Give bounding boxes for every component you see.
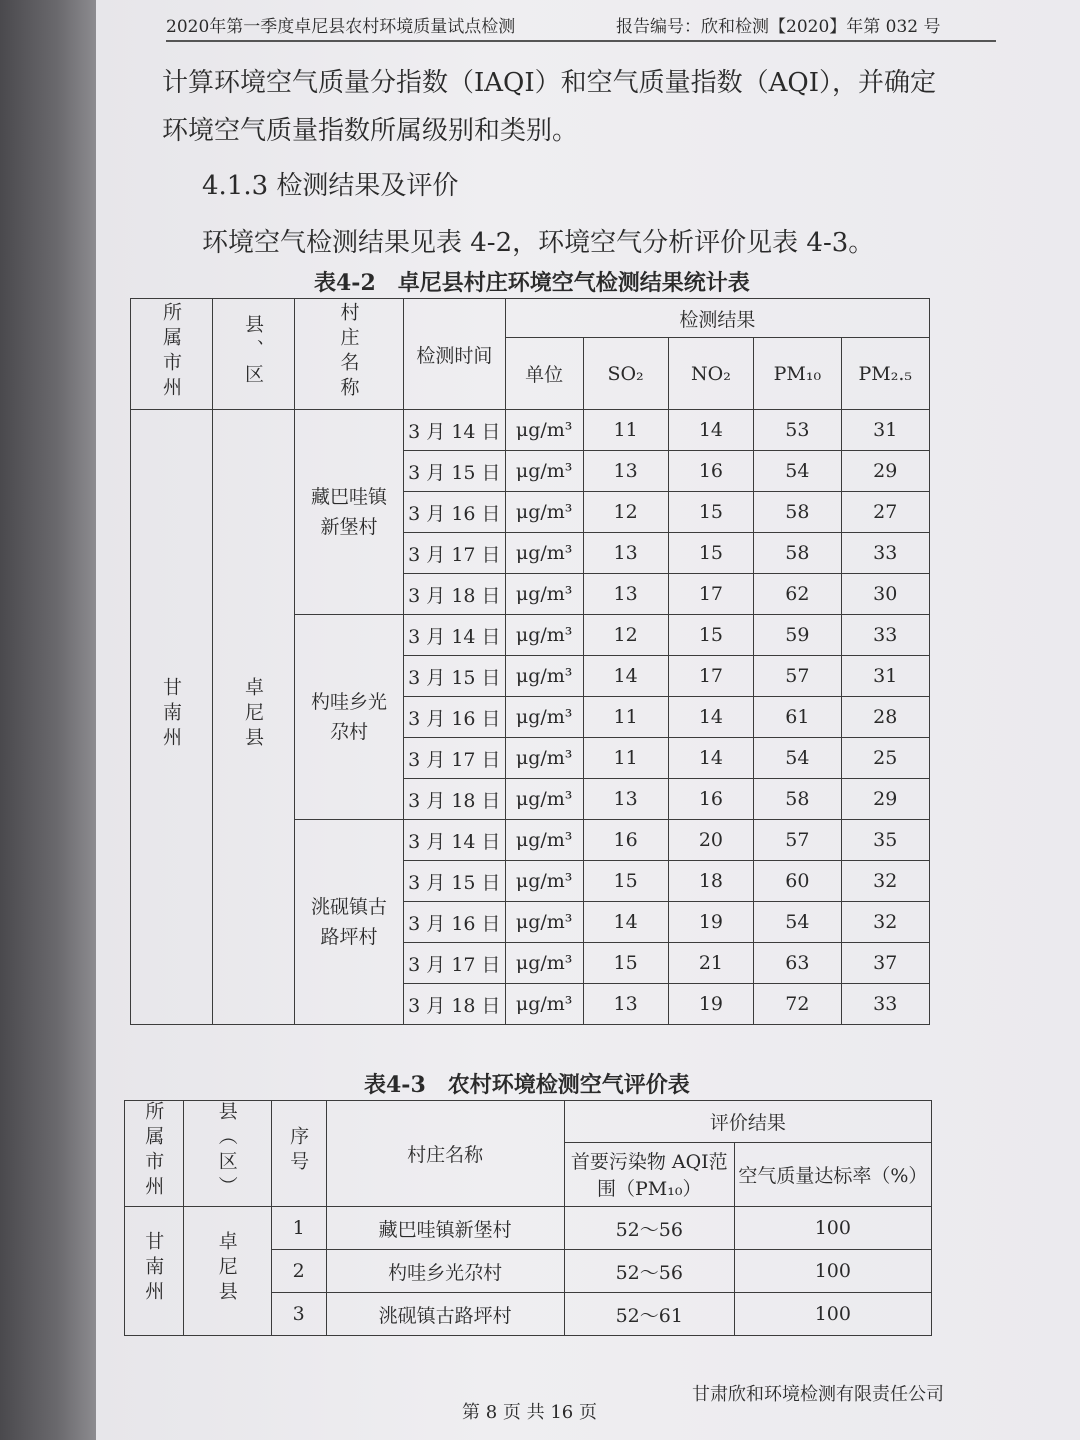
pm10-cell: 58 [754,533,841,574]
t43-seq-cell: 1 [271,1207,326,1250]
so2-cell: 13 [583,574,668,615]
document-page [96,0,1080,1440]
village-cell: 洮砚镇古路坪村 [295,820,404,1025]
t43-header-county: 县（区） [183,1101,271,1207]
page-number: 第 8 页 共 16 页 [462,1402,597,1423]
so2-cell: 16 [583,820,668,861]
date-cell: 3 月 14 日 [404,615,506,656]
pm10-cell: 61 [754,697,841,738]
date-cell: 3 月 15 日 [404,656,506,697]
so2-cell: 15 [583,943,668,984]
t43-header-city: 所属市州 [125,1101,184,1207]
pm25-cell: 35 [841,820,930,861]
so2-cell: 11 [583,697,668,738]
no2-cell: 21 [668,943,754,984]
header-time: 检测时间 [404,299,506,410]
pm25-cell: 32 [841,902,930,943]
unit-cell: μg/m³ [505,533,583,574]
pm10-cell: 63 [754,943,841,984]
header-results: 检测结果 [505,299,929,338]
pm10-cell: 72 [754,984,841,1025]
date-cell: 3 月 16 日 [404,902,506,943]
no2-cell: 14 [668,410,754,451]
no2-cell: 14 [668,697,754,738]
no2-cell: 15 [668,492,754,533]
no2-cell: 16 [668,451,754,492]
pm25-cell: 32 [841,861,930,902]
so2-cell: 14 [583,902,668,943]
no2-cell: 17 [668,656,754,697]
no2-cell: 20 [668,820,754,861]
pm25-cell: 27 [841,492,930,533]
pm10-cell: 54 [754,902,841,943]
pm10-cell: 53 [754,410,841,451]
header-city: 所属市州 [131,299,213,410]
so2-cell: 13 [583,984,668,1025]
date-cell: 3 月 18 日 [404,574,506,615]
pm10-cell: 58 [754,779,841,820]
pm25-cell: 31 [841,410,930,451]
so2-cell: 11 [583,410,668,451]
t43-header-rate: 空气质量达标率（%） [734,1142,931,1206]
t43-aqi-cell: 52～56 [564,1207,734,1250]
header-county: 县、区 [213,299,295,410]
unit-cell: μg/m³ [505,656,583,697]
pm10-cell: 62 [754,574,841,615]
table-row [125,1207,932,1250]
unit-cell: μg/m³ [505,779,583,820]
t43-county-cell: 卓尼县 [183,1207,271,1336]
date-cell: 3 月 18 日 [404,984,506,1025]
paragraph-table-reference: 环境空气检测结果见表 4-2，环境空气分析评价见表 4-3。 [202,228,875,258]
t43-city-cell: 甘南州 [125,1207,184,1336]
pm10-cell: 58 [754,492,841,533]
so2-cell: 12 [583,492,668,533]
pm25-cell: 33 [841,984,930,1025]
pm10-cell: 57 [754,820,841,861]
t43-village-cell: 杓哇乡光尕村 [326,1250,564,1293]
t43-village-cell: 洮砚镇古路坪村 [326,1293,564,1336]
pm25-cell: 37 [841,943,930,984]
no2-cell: 14 [668,738,754,779]
t43-seq-cell: 3 [271,1293,326,1336]
pm10-cell: 54 [754,451,841,492]
pm25-cell: 33 [841,533,930,574]
pm25-cell: 29 [841,451,930,492]
pm25-cell: 28 [841,697,930,738]
unit-cell: μg/m³ [505,943,583,984]
so2-cell: 14 [583,656,668,697]
so2-cell: 13 [583,451,668,492]
footer-company: 甘肃欣和环境检测有限责任公司 [692,1384,944,1405]
t43-header-seq: 序号 [271,1101,326,1207]
header-pm10: PM₁₀ [754,338,841,410]
city-cell: 甘南州 [131,410,213,1025]
t43-header-village: 村庄名称 [326,1101,564,1207]
unit-cell: μg/m³ [505,861,583,902]
header-rule [166,40,996,42]
no2-cell: 16 [668,779,754,820]
so2-cell: 13 [583,533,668,574]
county-cell: 卓尼县 [213,410,295,1025]
section-heading: 4.1.3 检测结果及评价 [202,171,459,201]
pm25-cell: 30 [841,574,930,615]
t43-rate-cell: 100 [734,1293,931,1336]
t43-aqi-cell: 52～56 [564,1250,734,1293]
no2-cell: 19 [668,984,754,1025]
pm25-cell: 33 [841,615,930,656]
no2-cell: 19 [668,902,754,943]
pm10-cell: 54 [754,738,841,779]
date-cell: 3 月 16 日 [404,492,506,533]
unit-cell: μg/m³ [505,820,583,861]
date-cell: 3 月 15 日 [404,451,506,492]
table-4-3 [124,1100,932,1336]
so2-cell: 13 [583,779,668,820]
header-title: 2020年第一季度卓尼县农村环境质量试点检测 [166,17,516,37]
header-unit: 单位 [505,338,583,410]
so2-cell: 15 [583,861,668,902]
no2-cell: 17 [668,574,754,615]
date-cell: 3 月 17 日 [404,943,506,984]
unit-cell: μg/m³ [505,738,583,779]
pm25-cell: 29 [841,779,930,820]
so2-cell: 12 [583,615,668,656]
t43-village-cell: 藏巴哇镇新堡村 [326,1207,564,1250]
pm10-cell: 60 [754,861,841,902]
table-4-3-caption: 表4-3 农村环境检测空气评价表 [364,1072,690,1098]
header-no2: NO₂ [668,338,754,410]
unit-cell: μg/m³ [505,410,583,451]
t43-rate-cell: 100 [734,1207,931,1250]
unit-cell: μg/m³ [505,902,583,943]
date-cell: 3 月 14 日 [404,820,506,861]
header-pm25: PM₂.₅ [841,338,930,410]
date-cell: 3 月 17 日 [404,738,506,779]
pm10-cell: 59 [754,615,841,656]
unit-cell: μg/m³ [505,451,583,492]
t43-aqi-cell: 52～61 [564,1293,734,1336]
no2-cell: 15 [668,615,754,656]
pm25-cell: 25 [841,738,930,779]
book-binding [0,0,96,1440]
unit-cell: μg/m³ [505,574,583,615]
unit-cell: μg/m³ [505,697,583,738]
unit-cell: μg/m³ [505,492,583,533]
village-cell: 杓哇乡光尕村 [295,615,404,820]
date-cell: 3 月 15 日 [404,861,506,902]
pm25-cell: 31 [841,656,930,697]
so2-cell: 11 [583,738,668,779]
date-cell: 3 月 14 日 [404,410,506,451]
table-4-2-caption: 表4-2 卓尼县村庄环境空气检测结果统计表 [314,270,750,296]
t43-seq-cell: 2 [271,1250,326,1293]
table-row [131,410,930,451]
t43-rate-cell: 100 [734,1250,931,1293]
village-cell: 藏巴哇镇新堡村 [295,410,404,615]
header-so2: SO₂ [583,338,668,410]
paragraph-line-1: 计算环境空气质量分指数（IAQI）和空气质量指数（AQI），并确定 [162,68,936,98]
unit-cell: μg/m³ [505,615,583,656]
date-cell: 3 月 17 日 [404,533,506,574]
unit-cell: μg/m³ [505,984,583,1025]
no2-cell: 15 [668,533,754,574]
t43-header-results: 评价结果 [564,1101,931,1143]
table-4-2 [130,298,930,1025]
no2-cell: 18 [668,861,754,902]
header-village: 村庄名称 [295,299,404,410]
t43-header-aqi: 首要污染物 AQI范围（PM₁₀） [564,1142,734,1206]
paragraph-line-2: 环境空气质量指数所属级别和类别。 [162,116,579,146]
date-cell: 3 月 16 日 [404,697,506,738]
header-report-number: 报告编号：欣和检测【2020】年第 032 号 [616,17,941,37]
date-cell: 3 月 18 日 [404,779,506,820]
pm10-cell: 57 [754,656,841,697]
